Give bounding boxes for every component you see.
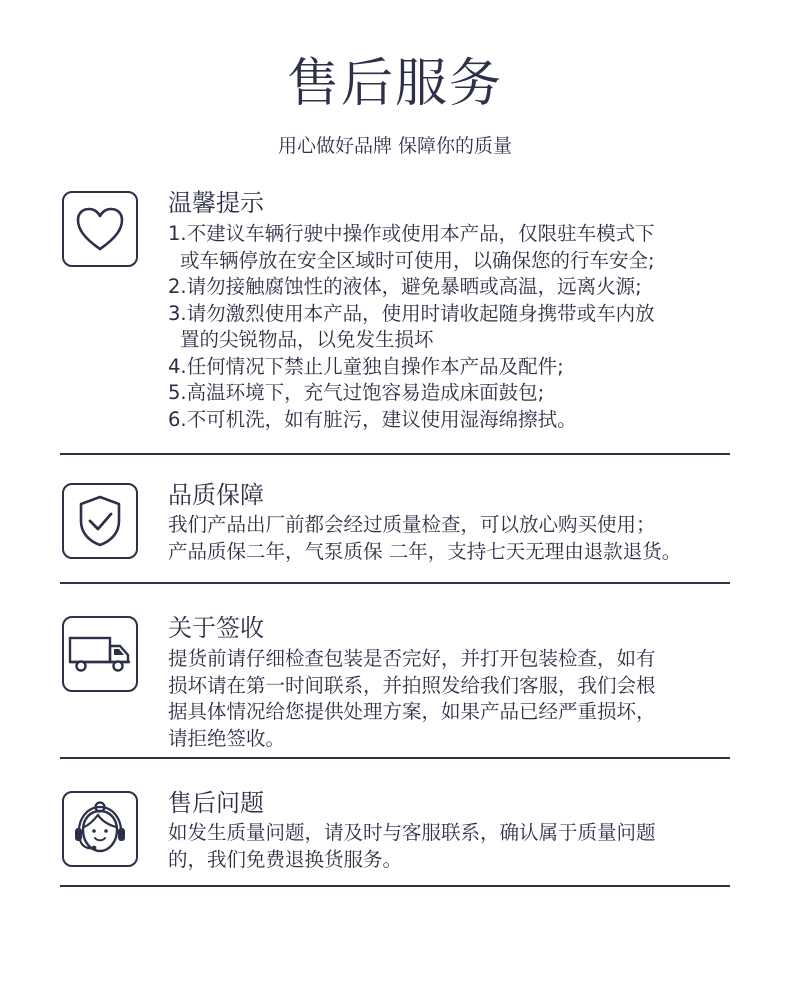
tip-line: 2.请勿接触腐蚀性的液体，避免暴晒或高温，远离火源; (168, 275, 642, 298)
section-divider (60, 453, 730, 455)
section-divider (60, 582, 730, 584)
section-heading: 温馨提示 (168, 189, 264, 217)
after-sales-line: 如发生质量问题，请及时与客服联系，确认属于质量问题 (168, 821, 656, 844)
tip-line: 或车辆停放在安全区域时可使用，以确保您的行车安全; (180, 248, 655, 272)
section-body (168, 221, 748, 433)
section-body (168, 820, 748, 873)
customer-service-icon (62, 791, 138, 867)
delivery-line: 请拒绝签收。 (168, 726, 286, 750)
section-body (168, 512, 748, 565)
shield-check-icon (62, 483, 138, 559)
truck-icon (62, 616, 138, 692)
section-heading: 品质保障 (168, 481, 264, 509)
tip-line: 3.请勿激烈使用本产品，使用时请收起随身携带或车内放 (168, 301, 655, 325)
delivery-line: 损坏请在第一时间联系，并拍照发给我们客服，我们会根 (168, 673, 656, 697)
tip-line: 1.不建议车辆行驶中操作或使用本产品，仅限驻车模式下 (168, 222, 655, 245)
tip-line: 4.任何情况下禁止儿童独自操作本产品及配件; (168, 354, 564, 378)
tip-line: 5.高温环境下，充气过饱容易造成床面鼓包; (168, 381, 545, 404)
page-title: 售后服务 (286, 54, 503, 114)
section-divider (60, 885, 730, 887)
tip-line: 置的尖锐物品，以免发生损坏 (180, 328, 434, 351)
section-body (168, 646, 748, 752)
quality-line: 产品质保二年，气泵质保 二年，支持七天无理由退款退货。 (168, 539, 682, 563)
section-heading: 售后问题 (168, 789, 264, 817)
quality-line: 我们产品出厂前都会经过质量检查，可以放心购买使用； (168, 513, 656, 536)
section-divider (60, 757, 730, 759)
section-heading: 关于签收 (168, 614, 264, 642)
page-subtitle: 用心做好品牌 保障你的质量 (277, 135, 513, 157)
after-sales-line: 的，我们免费退换货服务。 (168, 847, 403, 871)
delivery-line: 据具体情况给您提供处理方案，如果产品已经严重损坏， (168, 700, 656, 723)
delivery-line: 提货前请仔细检查包装是否完好，并打开包装检查，如有 (168, 647, 656, 670)
tip-line: 6.不可机洗，如有脏污，建议使用湿海绵擦拭。 (168, 407, 577, 431)
heart-icon (62, 191, 138, 267)
